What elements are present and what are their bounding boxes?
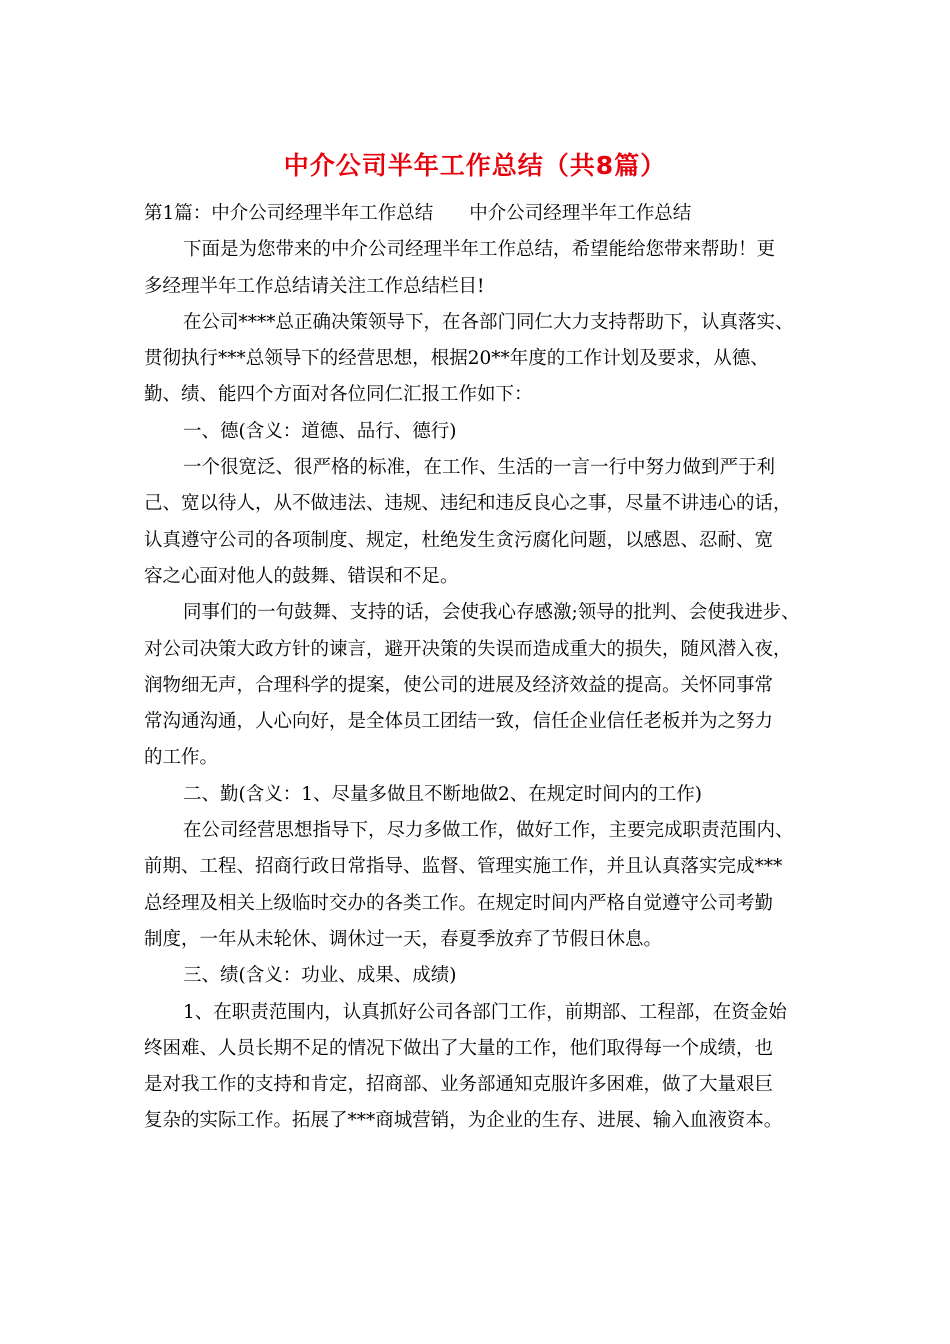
paragraph-line: 己、宽以待人，从不做违法、违规、违纪和违反良心之事，尽量不讲违心的话， xyxy=(144,493,792,515)
paragraph-line: 复杂的实际工作。拓展了***商城营销，为企业的生存、进展、输入血液资本。 xyxy=(144,1110,783,1132)
heading-part-2: 中介公司经理半年工作总结 xyxy=(469,203,692,224)
paragraph-line: 在公司经营思想指导下，尽力多做工作，做好工作，主要完成职责范围内、 xyxy=(183,820,794,842)
paragraph-line: 勤、绩、能四个方面对各位同仁汇报工作如下： xyxy=(144,384,533,406)
paragraph-line: 1、在职责范围内，认真抓好公司各部门工作，前期部、工程部，在资金始 xyxy=(183,1001,787,1023)
paragraph-line: 终困难、人员长期不足的情况下做出了大量的工作，他们取得每一个成绩，也 xyxy=(144,1037,774,1059)
paragraph-line: 对公司决策大政方针的谏言，避开决策的失误而造成重大的损失，随风潜入夜， xyxy=(144,638,792,660)
heading-part-1: 第1篇：中介公司经理半年工作总结 xyxy=(144,203,434,224)
paragraph-line: 认真遵守公司的各项制度、规定，杜绝发生贪污腐化问题，以感恩、忍耐、宽 xyxy=(144,529,774,551)
document-body xyxy=(144,196,814,1140)
paragraph-line: 多经理半年工作总结请关注工作总结栏目! xyxy=(144,275,485,297)
paragraph-line: 常沟通沟通，人心向好，是全体员工团结一致，信任企业信任老板并为之努力 xyxy=(144,711,774,733)
paragraph-line: 总经理及相关上级临时交办的各类工作。在规定时间内严格自觉遵守公司考勤 xyxy=(144,892,774,914)
paragraph-line: 的工作。 xyxy=(144,747,219,769)
paragraph-line: 下面是为您带来的中介公司经理半年工作总结，希望能给您带来帮助！更 xyxy=(183,239,776,261)
paragraph-line: 容之心面对他人的鼓舞、错误和不足。 xyxy=(144,565,459,587)
section-heading xyxy=(144,196,814,232)
document-title: 中介公司半年工作总结（共8篇） xyxy=(283,151,667,180)
subsection-heading: 三、绩(含义：功业、成果、成绩) xyxy=(183,965,457,987)
subsection-heading: 一、德(含义：道德、品行、德行) xyxy=(183,420,457,442)
paragraph-line: 是对我工作的支持和肯定，招商部、业务部通知克服许多困难，做了大量艰巨 xyxy=(144,1074,774,1096)
paragraph-line: 润物细无声，合理科学的提案，使公司的进展及经济效益的提高。关怀同事常 xyxy=(144,674,774,696)
subsection-heading: 二、勤(含义：1、尽量多做且不断地做2、在规定时间内的工作) xyxy=(183,783,702,805)
paragraph-line: 制度，一年从未轮休、调休过一天，春夏季放弃了节假日休息。 xyxy=(144,928,663,950)
paragraph-line: 在公司****总正确决策领导下，在各部门同仁大力支持帮助下，认真落实、 xyxy=(183,311,794,333)
paragraph-line: 前期、工程、招商行政日常指导、监督、管理实施工作，并且认真落实完成*** xyxy=(144,856,783,878)
paragraph-line: 一个很宽泛、很严格的标准，在工作、生活的一言一行中努力做到严于利 xyxy=(183,457,776,479)
paragraph-line: 贯彻执行***总领导下的经营思想，根据20**年度的工作计划及要求，从德、 xyxy=(144,348,769,370)
paragraph-line: 同事们的一句鼓舞、支持的话，会使我心存感激;领导的批判、会使我进步、 xyxy=(183,602,800,624)
